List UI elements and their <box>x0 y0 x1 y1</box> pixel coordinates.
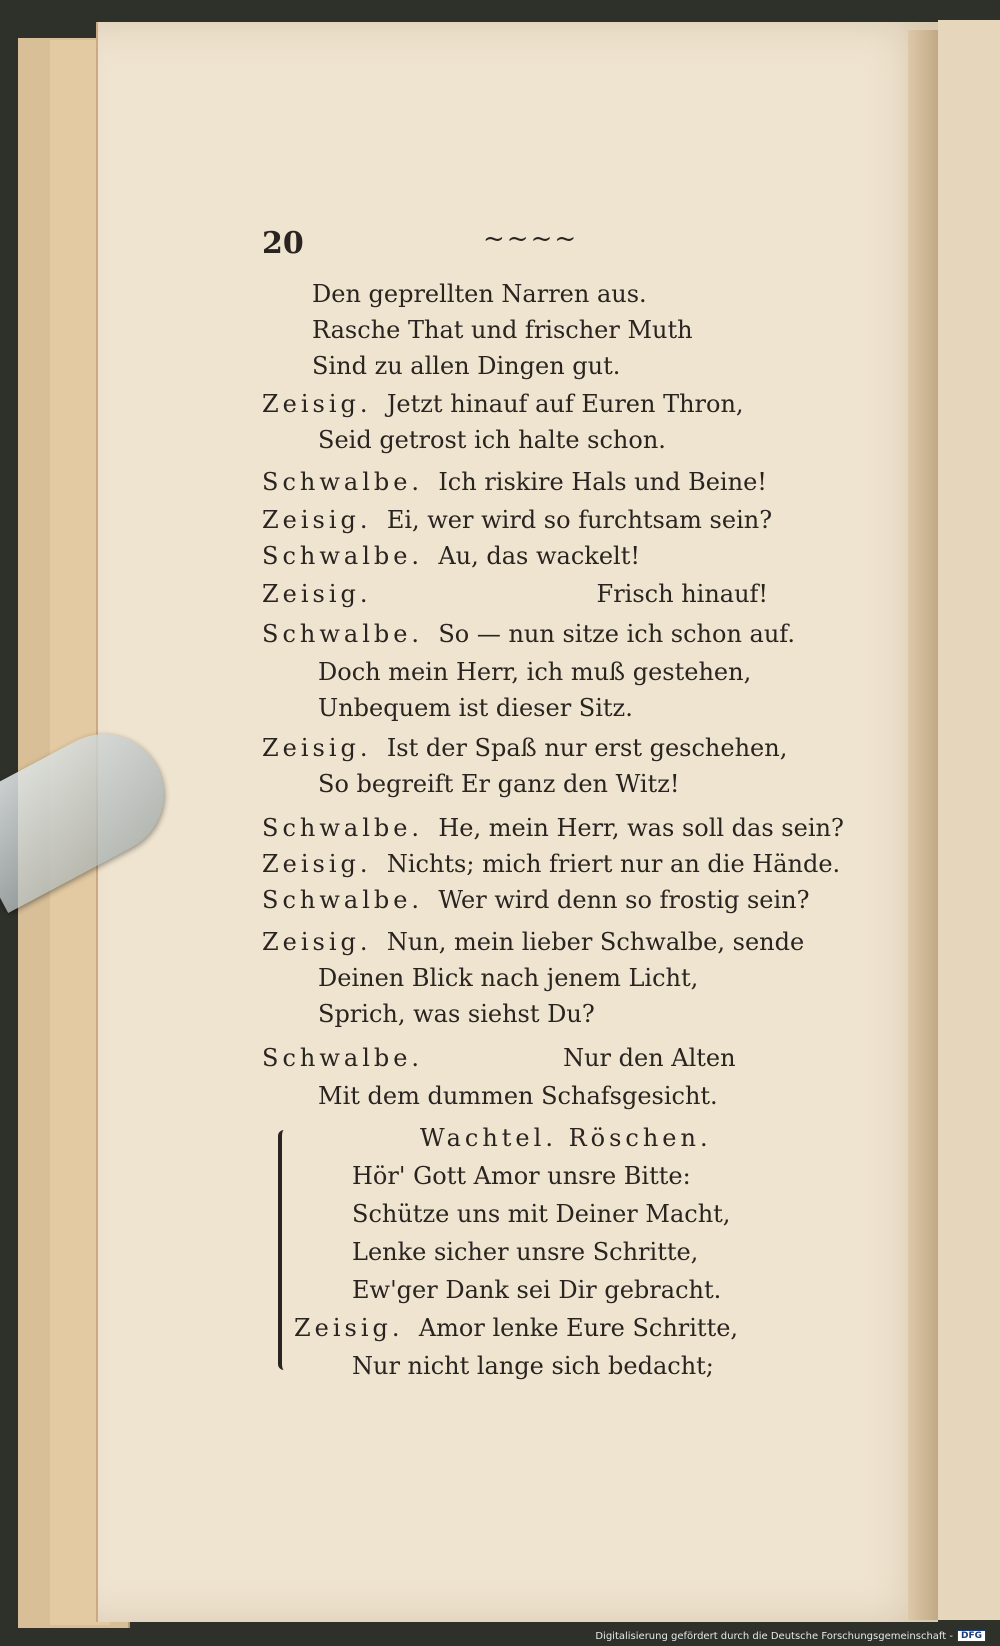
speaker-name: Zeisig. <box>262 734 372 762</box>
speaker-name: Schwalbe. <box>262 1044 424 1072</box>
verse-line: Seid getrost ich halte schon. <box>318 426 666 454</box>
speaker-name: Zeisig. <box>262 390 372 418</box>
header-ornament: ~~~~ <box>483 224 579 254</box>
speaker-name: Schwalbe. <box>262 542 424 570</box>
verse-line: Mit dem dummen Schafsgesicht. <box>318 1082 718 1110</box>
facing-page-edge <box>938 20 1000 1620</box>
verse-line: Zeisig. Nichts; mich friert nur an die Hände. <box>262 850 841 878</box>
verse-line: Zeisig. Jetzt hinauf auf Euren Thron, <box>262 390 744 418</box>
verse-line: Zeisig. Frisch hinauf! <box>262 580 769 608</box>
verse-line: Lenke sicher unsre Schritte, <box>352 1238 699 1266</box>
verse-line: Schwalbe. He, mein Herr, was soll das sein? <box>262 814 844 842</box>
verse-line: Wachtel. Röschen. <box>420 1124 712 1152</box>
verse-line: Schütze uns mit Deiner Macht, <box>352 1200 731 1228</box>
speaker-name: Zeisig. <box>262 850 372 878</box>
verse-line: Schwalbe. Nur den Alten <box>262 1044 736 1072</box>
speaker-name: Zeisig. <box>262 580 372 608</box>
verse-line: Sind zu allen Dingen gut. <box>312 352 621 380</box>
speaker-name: Zeisig. <box>262 928 372 956</box>
speaker-name: Zeisig. <box>262 506 372 534</box>
verse-line: Zeisig. Amor lenke Eure Schritte, <box>294 1314 739 1342</box>
dfg-logo: DFG <box>957 1630 986 1642</box>
verse-line: Doch mein Herr, ich muß gestehen, <box>318 658 752 686</box>
verse-line: Schwalbe. Wer wird denn so frostig sein? <box>262 886 810 914</box>
speaker-name: Schwalbe. <box>262 468 424 496</box>
speaker-name: Schwalbe. <box>262 886 424 914</box>
speaker-name: Schwalbe. <box>262 814 424 842</box>
speaker-name: Schwalbe. <box>262 620 424 648</box>
verse-line: Sprich, was siehst Du? <box>318 1000 595 1028</box>
speaker-name: Zeisig. <box>294 1314 404 1342</box>
verse-line: Zeisig. Nun, mein lieber Schwalbe, sende <box>262 928 805 956</box>
verse-line: Rasche That und frischer Muth <box>312 316 693 344</box>
verse-line: Schwalbe. Au, das wackelt! <box>262 542 640 570</box>
verse-line: Schwalbe. So — nun sitze ich schon auf. <box>262 620 795 648</box>
digitization-footer <box>595 1630 986 1642</box>
verse-line: Deinen Blick nach jenem Licht, <box>318 964 699 992</box>
verse-line: Unbequem ist dieser Sitz. <box>318 694 633 722</box>
verse-bracket <box>278 1130 290 1370</box>
verse-line: Hör' Gott Amor unsre Bitte: <box>352 1162 691 1190</box>
verse-line: Schwalbe. Ich riskire Hals und Beine! <box>262 468 767 496</box>
verse-line: Zeisig. Ei, wer wird so furchtsam sein? <box>262 506 773 534</box>
verse-line: Ew'ger Dank sei Dir gebracht. <box>352 1276 722 1304</box>
verse-line: Nur nicht lange sich bedacht; <box>352 1352 714 1380</box>
verse-line: So begreift Er ganz den Witz! <box>318 770 680 798</box>
page-number: 20 <box>262 226 304 261</box>
footer-credit: Digitalisierung gefördert durch die Deutsche Forschungsgemeinschaft - <box>595 1630 953 1642</box>
verse-line: Zeisig. Ist der Spaß nur erst geschehen, <box>262 734 788 762</box>
verse-line: Den geprellten Narren aus. <box>312 280 647 308</box>
